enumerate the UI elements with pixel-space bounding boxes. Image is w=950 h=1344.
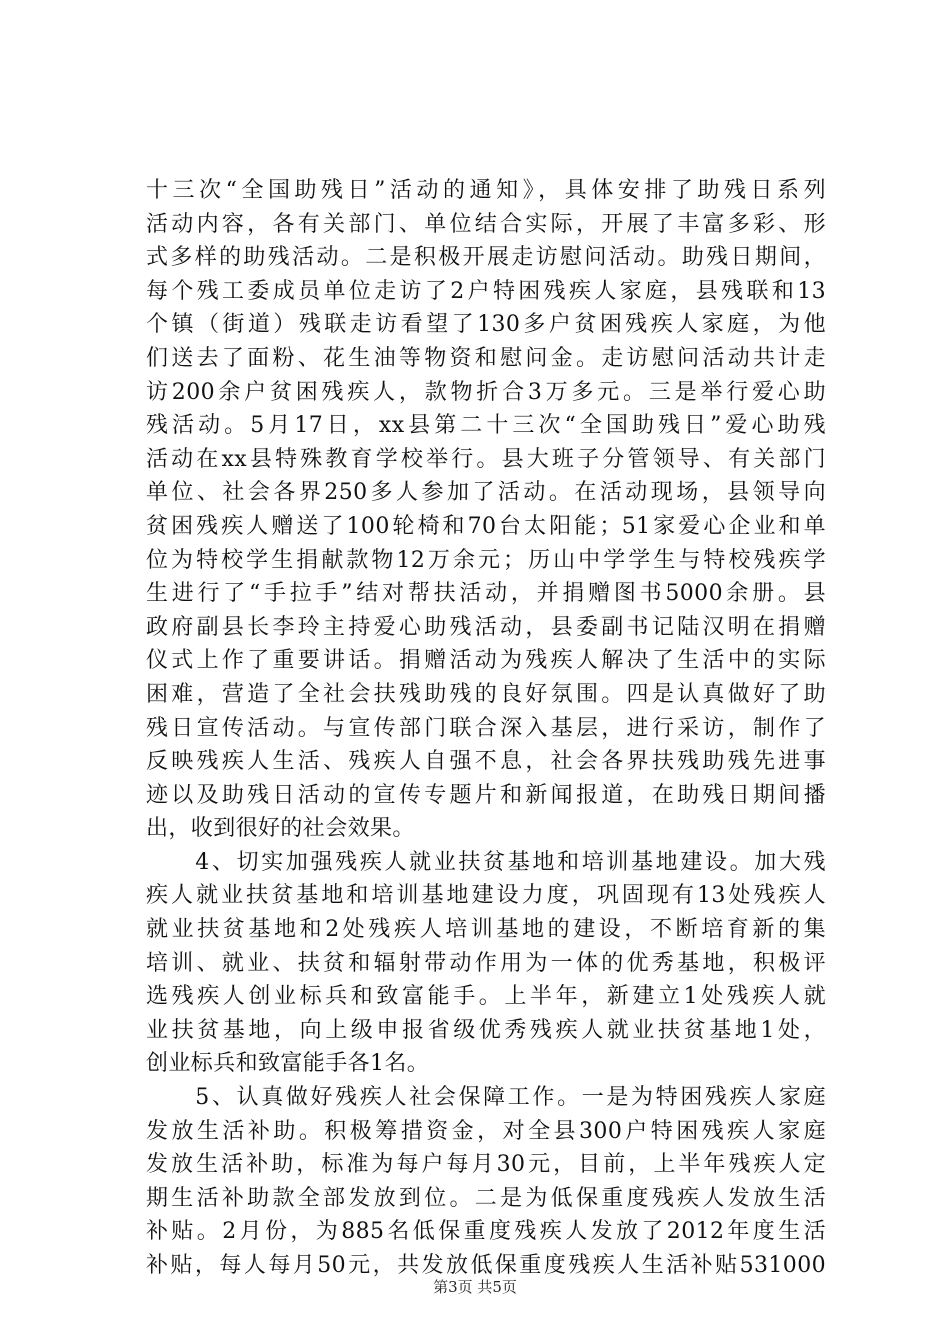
text-line: 迹以及助残日活动的宣传专题片和新闻报道，在助残日期间播 [146,782,826,808]
text-line: 每个残工委成员单位走访了2户特困残疾人家庭，县残联和13 [146,278,826,304]
text-line: 5、认真做好残疾人社会保障工作。一是为特困残疾人家庭 [146,1085,826,1111]
text-line: 疾人就业扶贫基地和培训基地建设力度，巩固现有13处残疾人 [146,883,826,909]
paragraph-last-line: 创业标兵和致富能手各1名。 [146,1051,430,1077]
text-line: 位为特校学生捐献款物12万余元；历山中学学生与特校残疾学 [146,547,826,573]
text-line: 培训、就业、扶贫和辐射带动作用为一体的优秀基地，积极评 [146,950,826,976]
paragraph-last-line: 出，收到很好的社会效果。 [146,816,415,842]
text-line: 补贴。2月份，为885名低保重度残疾人发放了2012年度生活 [146,1219,826,1245]
text-line: 仪式上作了重要讲话。捐赠活动为残疾人解决了生活中的实际 [146,648,826,674]
body-text [146,174,826,1283]
text-line: 发放生活补助，标准为每户每月30元，目前，上半年残疾人定 [146,1152,826,1178]
text-line: 访200余户贫困残疾人，款物折合3万多元。三是举行爱心助 [146,379,826,405]
text-line: 选残疾人创业标兵和致富能手。上半年，新建立1处残疾人就 [146,984,826,1010]
text-line: 个镇（街道）残联走访看望了130多户贫困残疾人家庭，为他 [146,312,826,338]
text-line: 活动内容，各有关部门、单位结合实际，开展了丰富多彩、形 [146,211,826,237]
text-line: 贫困残疾人赠送了100轮椅和70台太阳能；51家爱心企业和单 [146,513,826,539]
text-line: 们送去了面粉、花生油等物资和慰问金。走访慰问活动共计走 [146,345,826,371]
text-line: 单位、社会各界250多人参加了活动。在活动现场，县领导向 [146,480,826,506]
text-line: 生进行了“手拉手”结对帮扶活动，并捐赠图书5000余册。县 [146,581,826,607]
text-line: 期生活补助款全部发放到位。二是为低保重度残疾人发放生活 [146,1185,826,1211]
text-line: 残日宣传活动。与宣传部门联合深入基层，进行采访，制作了 [146,715,826,741]
text-line: 残活动。5月17日，xx县第二十三次“全国助残日”爱心助残 [146,413,826,439]
text-line: 困难，营造了全社会扶残助残的良好氛围。四是认真做好了助 [146,681,826,707]
text-line: 业扶贫基地，向上级申报省级优秀残疾人就业扶贫基地1处， [146,1017,826,1043]
text-line: 发放生活补助。积极筹措资金，对全县300户特困残疾人家庭 [146,1118,826,1144]
text-line: 补贴，每人每月50元，共发放低保重度残疾人生活补贴531000 [146,1253,826,1278]
text-line: 活动在xx县特殊教育学校举行。县大班子分管领导、有关部门 [146,446,826,472]
text-line: 就业扶贫基地和2处残疾人培训基地的建设，不断培育新的集 [146,917,826,943]
text-line: 式多样的助残活动。二是积极开展走访慰问活动。助残日期间， [146,245,826,271]
text-line: 十三次“全国助残日”活动的通知》，具体安排了助残日系列 [146,178,826,203]
page-footer: 第3页 共5页 [433,1278,517,1296]
text-line: 反映残疾人生活、残疾人自强不息，社会各界扶残助残先进事 [146,749,826,775]
text-line: 4、切实加强残疾人就业扶贫基地和培训基地建设。加大残 [146,849,826,875]
text-line: 政府副县长李玲主持爱心助残活动，县委副书记陆汉明在捐赠 [146,614,826,640]
